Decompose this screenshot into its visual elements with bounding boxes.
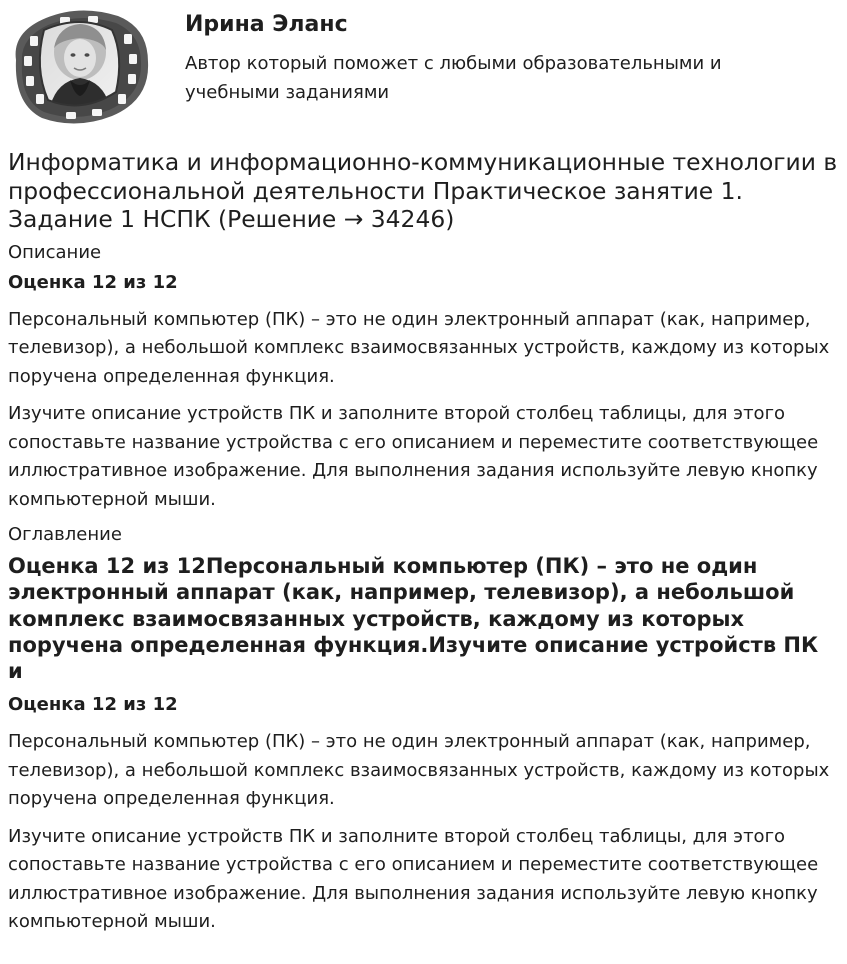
author-name[interactable]: Ирина Эланс bbox=[185, 12, 348, 37]
toc-label: Оглавление bbox=[8, 524, 122, 545]
description-paragraph-2: Изучите описание устройств ПК и заполните второй столбец таблицы, для этого сопоставьте название устройства с его описанием и переместите соответствующее иллюстративное изображение. Для выполнения задания используйте левую кнопку компьютерной мыши. bbox=[8, 403, 819, 510]
rating-text: Оценка 12 из 12 bbox=[8, 271, 178, 293]
document-content bbox=[8, 148, 840, 946]
author-info bbox=[185, 10, 805, 107]
author-bio: Автор который поможет с любыми образовательными и учебными заданиями bbox=[185, 53, 722, 103]
author-card bbox=[8, 8, 838, 128]
toc-paragraph-2: Изучите описание устройств ПК и заполните второй столбец таблицы, для этого сопоставьте название устройства с его описанием и переместите соответствующее иллюстративное изображение. Для выполнения задания используйте левую кнопку компьютерной мыши. bbox=[8, 825, 819, 933]
film-reel-photo-frame-icon bbox=[8, 8, 152, 128]
rating-text-repeat: Оценка 12 из 12 bbox=[8, 694, 178, 716]
author-avatar[interactable] bbox=[8, 8, 152, 128]
description-paragraph-1: Персональный компьютер (ПК) – это не один электронный аппарат (как, например, телевизор), а небольшой комплекс взаимосвязанных устройств, каждому из которых поручена определенная функция. bbox=[8, 308, 830, 387]
toc-paragraph-1: Персональный компьютер (ПК) – это не один электронный аппарат (как, например, телевизор), а небольшой комплекс взаимосвязанных устройств, каждому из которых поручена определенная функция. bbox=[8, 731, 830, 810]
page-title: Информатика и информационно-коммуникационные технологии в профессиональной деятельности Практическое занятие 1. Задание 1 НСПК (Решение → 34246) bbox=[8, 148, 838, 233]
toc-heading: Оценка 12 из 12Персональный компьютер (ПК) – это не один электронный аппарат (как, например, телевизор), а небольшой комплекс взаимосвязанных устройств, каждому из которых поручена определенная функция.Изучите описание устройств ПК и bbox=[8, 554, 819, 684]
description-label: Описание bbox=[8, 241, 102, 263]
